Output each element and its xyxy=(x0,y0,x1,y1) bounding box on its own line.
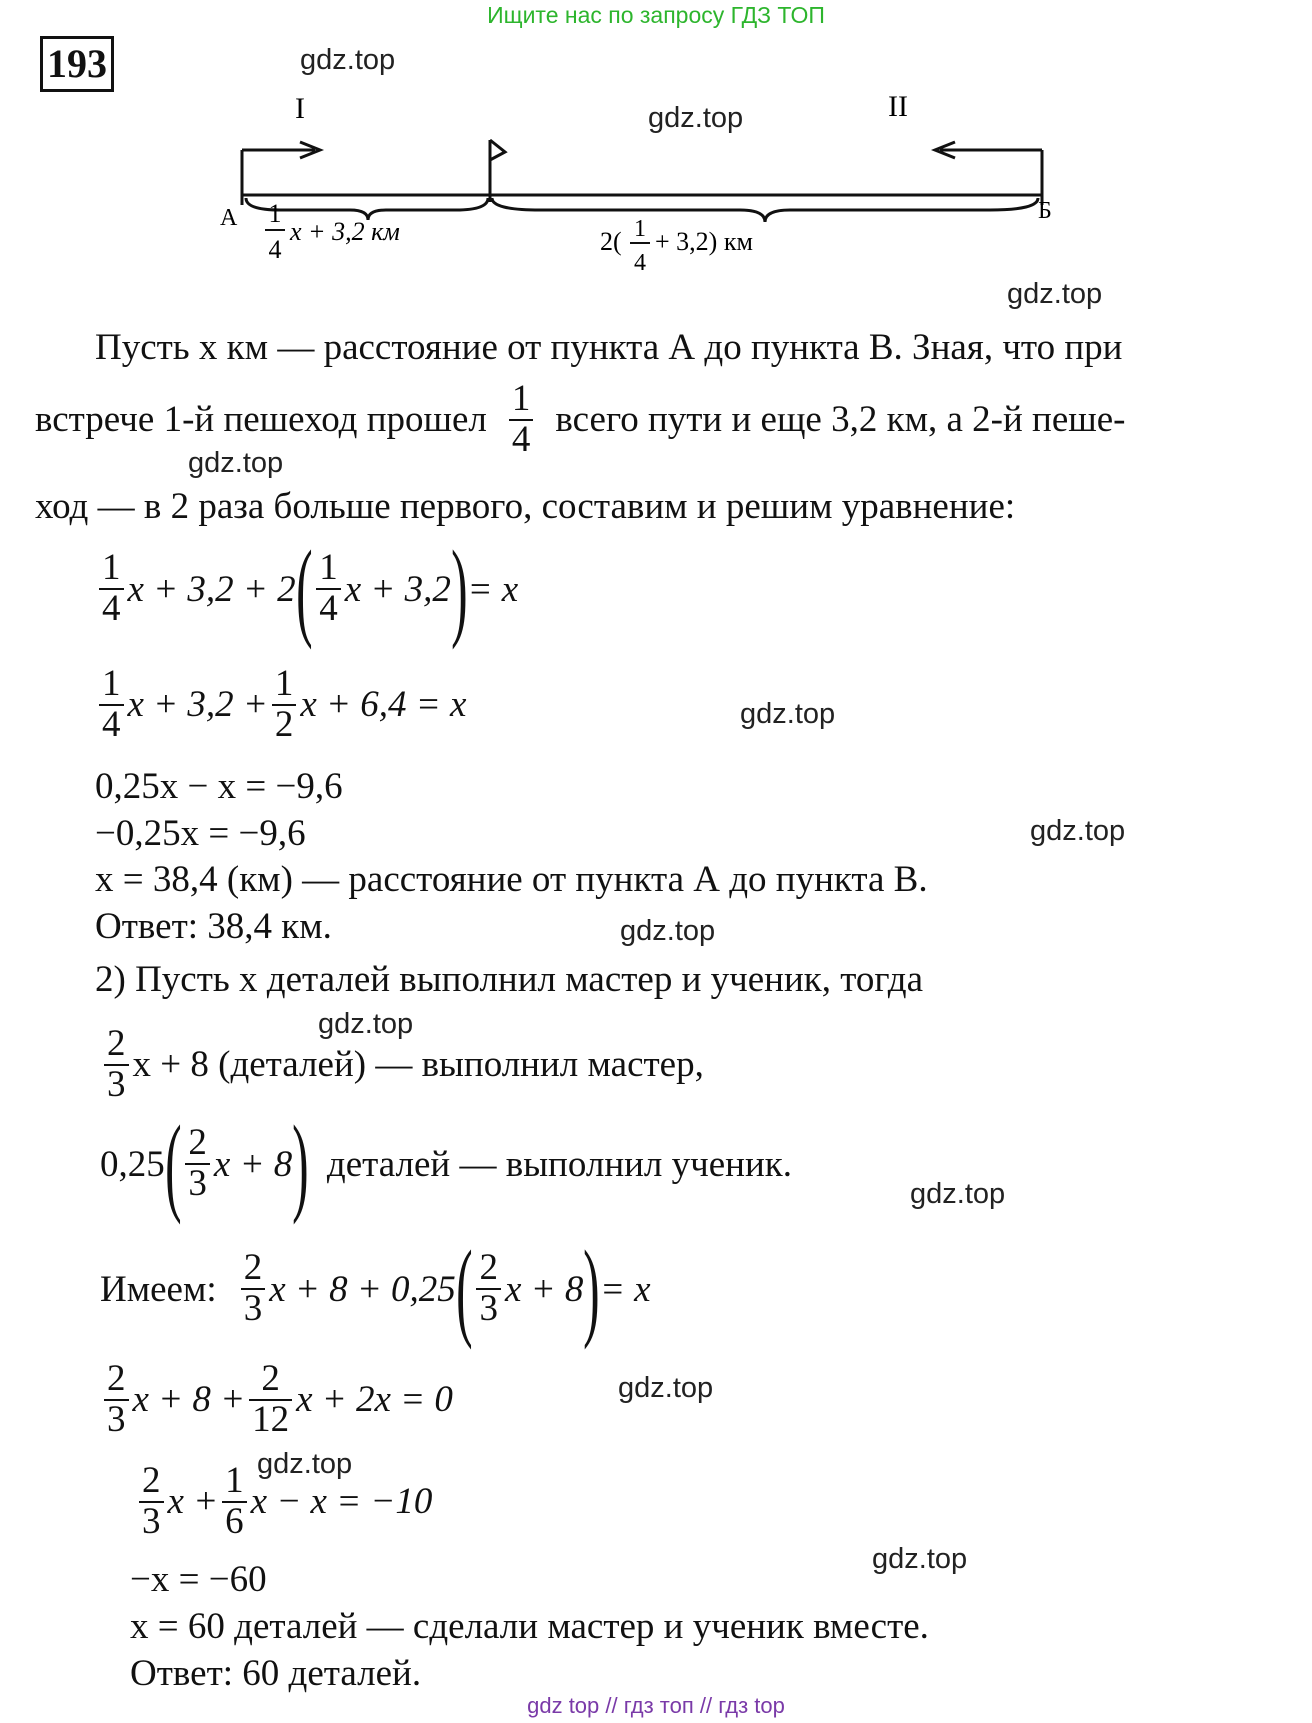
watermark: gdz.top xyxy=(257,1448,353,1480)
watermark: gdz.top xyxy=(300,44,396,76)
equation-7: $\frac{2}{3}$ x + 8 + $\frac{2}{12}$ x + 2x = 0 xyxy=(100,1360,453,1440)
equation-10: x = 60 деталей — сделали мастер и ученик вместе. xyxy=(130,1606,929,1647)
p1-line1: Пусть x км — расстояние от пункта А до пункта В. Зная, что при xyxy=(95,327,1123,368)
motion-diagram xyxy=(220,90,1060,300)
watermark: gdz.top xyxy=(618,1372,714,1404)
equation-6: Имеем: $\frac{2}{3}$ x + 8 + 0,25 ( $\frac{2}{3}$ x + 8 ) = x xyxy=(100,1228,651,1350)
p1-line2b: всего пути и еще 3,2 км, а 2-й пеше- xyxy=(555,399,1126,441)
top-banner: Ищите нас по запросу ГДЗ ТОП xyxy=(487,2,825,28)
watermark: gdz.top xyxy=(188,447,284,479)
watermark: gdz.top xyxy=(872,1543,968,1575)
p1-line2a: встрече 1-й пешеход прошел xyxy=(35,399,487,441)
problem-number: 193 xyxy=(40,36,114,92)
equation-8: $\frac{2}{3}$ x + $\frac{1}{6}$ x − x = −10 xyxy=(135,1462,432,1542)
p1-line3: ход — в 2 раза больше первого, составим и решим уравнение: xyxy=(35,486,1016,527)
p2-line1: 2) Пусть x деталей выполнил мастер и ученик, тогда xyxy=(95,959,924,1000)
diagram-lines xyxy=(242,140,1042,222)
seg1-rest: x + 3,2 км xyxy=(290,217,400,246)
point-A: А xyxy=(220,205,238,231)
watermark: gdz.top xyxy=(1007,278,1103,310)
flag-icon xyxy=(490,140,505,160)
watermark: gdz.top xyxy=(740,698,836,730)
label-I: I xyxy=(295,92,305,125)
watermark: gdz.top xyxy=(648,102,744,134)
equation-5: x = 38,4 (км) — расстояние от пункта А до пункта В. xyxy=(95,859,928,900)
answer-1: Ответ: 38,4 км. xyxy=(95,906,332,947)
watermark: gdz.top xyxy=(620,915,716,947)
seg1-num: 1 xyxy=(268,199,282,228)
student-line: 0,25 ( $\frac{2}{3}$ x + 8 ) деталей — выполнил ученик. xyxy=(100,1103,793,1225)
p1-line2 xyxy=(35,380,1126,460)
master-line: $\frac{2}{3}$ x + 8 (деталей) — выполнил мастер, xyxy=(100,1025,704,1105)
seg2-pre: 2( xyxy=(600,227,622,256)
watermark: gdz.top xyxy=(318,1008,414,1040)
seg2-rest: + 3,2) км xyxy=(655,227,753,256)
equation-9: −x = −60 xyxy=(130,1559,267,1600)
seg2-num: 1 xyxy=(634,216,646,242)
seg1-den: 4 xyxy=(268,235,282,264)
equation-4: −0,25x = −9,6 xyxy=(95,813,306,854)
equation-1: $\frac{1}{4}$ x + 3,2 + 2 ( $\frac{1}{4}$ x + 3,2 ) = x xyxy=(95,545,518,633)
seg2-den: 4 xyxy=(634,250,646,276)
fraction: $\frac{1}{4}$ xyxy=(509,380,534,460)
footer-links: gdz top // гдз топ // гдз top xyxy=(527,1693,785,1718)
watermark: gdz.top xyxy=(1030,815,1126,847)
watermark: gdz.top xyxy=(910,1178,1006,1210)
point-B: Б xyxy=(1038,198,1052,224)
label-II: II xyxy=(888,90,908,123)
answer-2: Ответ: 60 деталей. xyxy=(130,1653,422,1694)
equation-2: $\frac{1}{4}$ x + 3,2 + $\frac{1}{2}$ x + 6,4 = x xyxy=(95,665,466,745)
equation-3: 0,25x − x = −9,6 xyxy=(95,766,343,807)
brace-right xyxy=(492,198,1038,222)
